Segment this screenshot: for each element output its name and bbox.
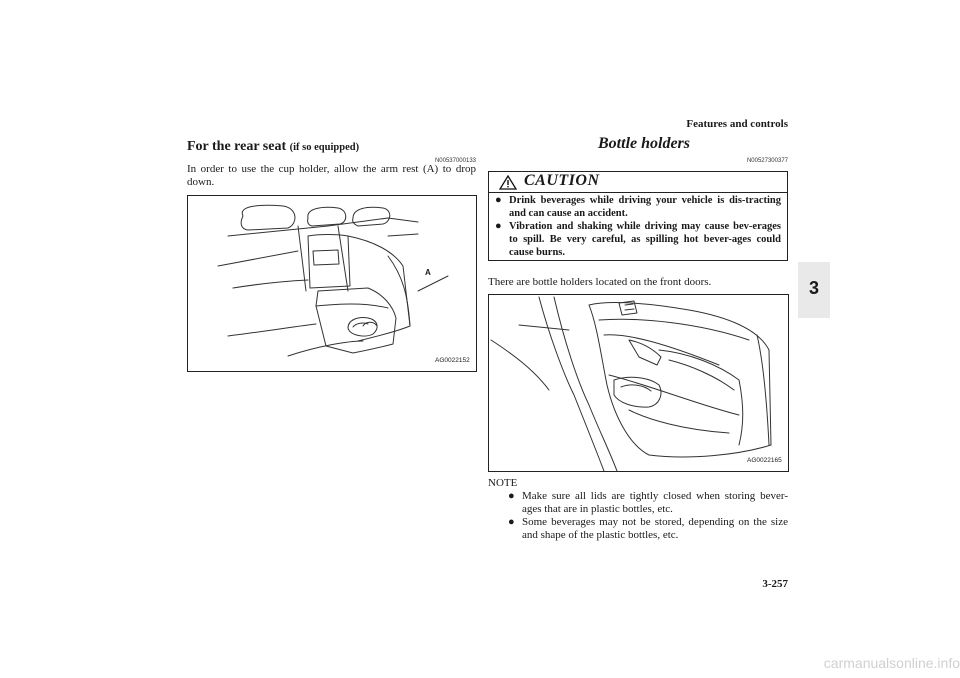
bullet-icon: ● xyxy=(508,516,515,528)
door-bottle-holder-figure xyxy=(488,294,789,472)
caution-item xyxy=(495,220,781,259)
page-number: 3-257 xyxy=(762,578,788,590)
section-code: N00527300377 xyxy=(746,158,788,164)
caution-item-text: Vibration and shaking while driving may cause bev-erages to spill. Be very careful, as spilling hot bever-ages could cause burns. xyxy=(509,221,781,258)
watermark: carmanualsonline.info xyxy=(823,655,960,671)
section-title-note: (if so equipped) xyxy=(289,142,360,153)
section-title-rear-seat xyxy=(187,139,359,155)
rear-seat-paragraph: In order to use the cup holder, allow the arm rest (A) to drop down. xyxy=(187,163,476,188)
caution-heading: CAUTION xyxy=(524,172,600,189)
callout-label-a: A xyxy=(425,268,431,277)
section-title-bottle-holders: Bottle holders xyxy=(598,135,691,152)
bullet-icon: ● xyxy=(495,220,502,232)
figure-id: AG0022165 xyxy=(747,457,782,464)
section-title-text: For the rear seat xyxy=(187,139,287,154)
note-item xyxy=(508,516,788,542)
caution-list xyxy=(495,194,781,259)
chapter-tab xyxy=(798,262,830,318)
note-item xyxy=(508,490,788,516)
caution-box xyxy=(488,171,788,261)
bottle-holders-paragraph: There are bottle holders located on the front doors. xyxy=(488,276,712,288)
chapter-number: 3 xyxy=(808,278,819,298)
caution-item-text: Drink beverages while driving your vehicle is dis-tracting and can cause an accident. xyxy=(509,195,781,219)
caution-header xyxy=(489,172,787,193)
section-code: N00537000133 xyxy=(434,158,476,164)
note-list xyxy=(508,490,788,542)
rear-seat-armrest-figure xyxy=(187,195,477,372)
bullet-icon: ● xyxy=(495,194,502,206)
figure-id: AG0022152 xyxy=(435,357,470,364)
note-item-text: Some beverages may not be stored, depending on the size and shape of the plastic bottles, etc. xyxy=(522,516,788,541)
running-header: Features and controls xyxy=(686,118,788,130)
note-label: NOTE xyxy=(488,477,518,489)
note-item-text: Make sure all lids are tightly closed when storing bever-ages that are in plastic bottles, etc. xyxy=(522,490,788,515)
caution-item xyxy=(495,194,781,220)
bullet-icon: ● xyxy=(508,490,515,502)
warning-triangle-icon xyxy=(499,175,517,195)
